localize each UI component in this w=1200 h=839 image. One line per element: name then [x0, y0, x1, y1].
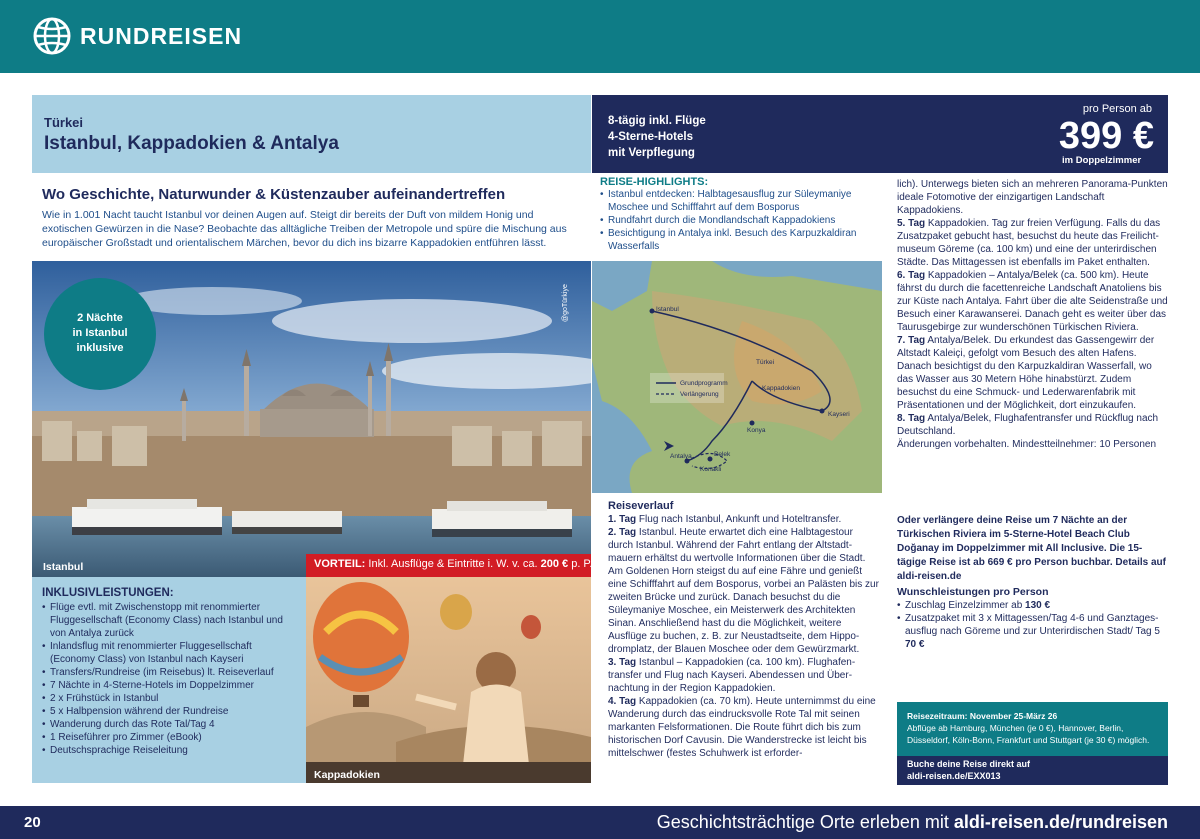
intro-heading: Wo Geschichte, Naturwunder & Küstenzauber aufeinandertreffen — [42, 186, 506, 203]
extra-text: Zuschlag Einzelzimmer ab — [905, 600, 1026, 611]
page-number: 20 — [24, 814, 41, 831]
highlights-list — [600, 188, 882, 253]
day-label: 3. Tag — [608, 657, 637, 668]
list-item: • Inlandsflug mit renommierter Fluggesellschaft (Economy Class) von Istanbul nach Kayseri — [42, 640, 296, 666]
itinerary-heading: Reiseverlauf — [608, 500, 674, 512]
fact-meals: mit Verpflegung — [608, 147, 695, 159]
extras-list — [897, 599, 1169, 651]
extra-price: 130 € — [1025, 600, 1051, 611]
itinerary-intro: lich). Unterwegs bieten sich an mehreren Panorama-Punkten ideale Fotomotive der einzigartigen Landschaft Kappadokiens. — [897, 179, 1168, 216]
caption-kappadokien: Kappadokien — [314, 769, 380, 781]
day-label: 1. Tag — [608, 514, 637, 525]
map-place: Kayseri — [828, 411, 850, 418]
inclusive-box — [32, 577, 306, 783]
departures: Abflüge ab Hamburg, München (je 0 €), Hannover, Berlin, Düsseldorf, Köln-Bonn, Frankfurt und Stuttgart (je 30 €) möglich. — [907, 723, 1150, 745]
day-text: Flug nach Istanbul, Ankunft und Hoteltransfer. — [636, 514, 842, 525]
optional-extras — [897, 586, 1169, 651]
list-item: • 2 x Frühstück in Istanbul — [42, 692, 296, 705]
day-label: 6. Tag — [897, 270, 926, 281]
brand-title: RUNDREISEN — [80, 22, 243, 49]
page-title: Istanbul, Kappadokien & Antalya — [44, 133, 339, 154]
itinerary-day — [608, 695, 880, 760]
footer-bar — [0, 806, 1200, 839]
day-label: 8. Tag — [897, 413, 926, 424]
brand — [32, 16, 242, 56]
vorteil-label: VORTEIL: — [314, 558, 366, 570]
booking-box — [897, 756, 1168, 785]
day-label: 7. Tag — [897, 335, 926, 346]
list-item: • Besichtigung in Antalya inkl. Besuch des Karpuzkaldiran Wasserfalls — [600, 227, 882, 253]
badge-line-2: in Istanbul — [72, 327, 128, 339]
list-item: • 5 x Halbpension während der Rundreise — [42, 705, 296, 718]
map-place: Antalya — [670, 453, 692, 460]
day-text: Antalya/Belek, Flughafentransfer und Rückflug nach Deutschland. — [897, 413, 1159, 437]
vorteil-amount: 200 € — [540, 558, 569, 570]
header-bar — [0, 0, 1200, 73]
itinerary-day — [608, 656, 880, 695]
itinerary-day — [897, 217, 1169, 269]
highlights — [600, 176, 882, 253]
kappadokien-photo — [306, 577, 591, 783]
travel-period — [907, 710, 1158, 722]
list-item: • Flüge evtl. mit Zwischenstopp mit renommierter Fluggesellschaft (Economy Class) nach Istanbul und von Antalya zurück — [42, 601, 296, 640]
title-box — [32, 95, 591, 173]
list-item: • 1 Reiseführer pro Zimmer (eBook) — [42, 731, 296, 744]
itinerary-day — [897, 412, 1169, 438]
inclusive-heading: INKLUSIVLEISTUNGEN: — [42, 587, 174, 599]
fact-duration: 8-tägig inkl. Flüge — [608, 115, 706, 127]
booking-cta: Buche deine Reise direkt auf — [907, 759, 1031, 769]
list-item: • Deutschsprachige Reiseleitung — [42, 744, 296, 757]
day-text: Kappadokien (ca. 70 km). Heute unternimmst du eine Wanderung durch das eindrucksvolle Rote Tal mit seinen markanten Felsformationen. Die Route führt dich bis zum historischen Dorf Cavusin. Die Wanderstrecke ist leicht bis mittelschwer (festes Schuhwerk ist erforder- — [608, 696, 876, 759]
extra-text: Zusatzpaket mit 3 x Mittagessen/Tag 4-6 und Ganztagesausflug nach Göreme und zur Unterirdischen Stadt/ Tag 5 — [905, 613, 1160, 637]
travel-period-label: Reisezeitraum: November 25-März 26 — [907, 711, 1058, 721]
map-place: Konya — [747, 427, 766, 434]
itinerary-day — [608, 513, 880, 526]
highlights-heading: REISE-HIGHLIGHTS: — [600, 176, 709, 188]
day-text: Istanbul – Kappadokien (ca. 100 km). Flughafentransfer und Flug nach Kayseri. Abendessen und Übernachtung in der Region Kappadokien. — [608, 657, 856, 694]
day-label: 4. Tag — [608, 696, 637, 707]
footer-tagline — [657, 812, 1168, 833]
list-item — [897, 599, 1169, 612]
country-label: Türkei — [44, 115, 84, 130]
inclusive-list — [42, 601, 296, 757]
day-text: Antalya/Belek. Du erkundest das Gassengewirr der Altstadt Kaleiçi, gefolgt vom Besuch des alten Hafens. Danach besichtigst du den Karpuzkaldiran Wasserfall, wo das Wasser aus 30 Metern Höhe hinabstürzt. Zudem besuchst du eine Schmuck- und Lederwarenfabrik mit Präsentationen und der Möglichkeit, dort einzukaufen. — [897, 335, 1155, 411]
badge-line-1: 2 Nächte — [77, 312, 123, 324]
booking-link[interactable]: aldi-reisen.de/EXX013 — [907, 771, 1001, 781]
nights-badge — [44, 278, 156, 390]
vorteil-suffix: p. P. — [568, 558, 593, 570]
price-prefix: pro Person ab — [1082, 103, 1152, 115]
globe-icon — [32, 16, 72, 56]
day-text: Kappadokien – Antalya/Belek (ca. 500 km). Heute fährst du durch die facettenreiche Landschaft Anatoliens bis zur Küste nach Antalya. Fahrt über die alte Seidenstraße und Besuch einer Karawanserei. Danach geht es weiter über das Taurusgebirge zur wunderschönen Türkischen Riviera. — [897, 270, 1168, 333]
legend-main: Grundprogramm — [680, 380, 728, 387]
itinerary-note: Änderungen vorbehalten. Mindestteilnehmer: 10 Personen — [897, 439, 1157, 450]
itinerary-day — [897, 269, 1169, 334]
itinerary-day — [897, 334, 1169, 412]
trip-facts — [608, 113, 706, 161]
extras-heading: Wunschleistungen pro Person — [897, 586, 1049, 598]
fact-box — [592, 95, 1168, 173]
map-place: Türkei — [756, 359, 775, 366]
day-label: 5. Tag — [897, 218, 926, 229]
map-place: Belek — [714, 451, 731, 458]
list-item: • Rundfahrt durch die Mondlandschaft Kappadokiens — [600, 214, 882, 227]
vorteil-text: Inkl. Ausflüge & Eintritte i. W. v. ca. — [365, 558, 541, 570]
day-label: 2. Tag — [608, 527, 637, 538]
day-text: Kappadokien. Tag zur freien Verfügung. Falls du das Zusatzpaket gebucht hast, besuchst du heute das Freilichtmuseum Göreme (ca. 100 km) und eine der unterirdischen Städte. Das Mittagessen ist ebenfalls im Paket enthalten. — [897, 218, 1161, 268]
list-item: • Wanderung durch das Rote Tal/Tag 4 — [42, 718, 296, 731]
list-item: • 7 Nächte in 4-Sterne-Hotels im Doppelzimmer — [42, 679, 296, 692]
tagline-text: Geschichtsträchtige Orte erleben mit — [656, 812, 954, 832]
itinerary-day — [608, 526, 880, 656]
extension-promo: Oder verlängere deine Reise um 7 Nächte an der Türkischen Riviera im 5-Sterne-Hotel Beach Club Doğanay im Doppelzimmer mit All Inclusive. Die 15-tägige Reise ist ab 669 € pro Person buchbar. Details auf aldi-reisen.de — [897, 515, 1166, 582]
map-place: Konakli — [700, 466, 722, 473]
list-item: • Transfers/Rundreise (im Reisebus) lt. Reiseverlauf — [42, 666, 296, 679]
caption-istanbul: Istanbul — [43, 561, 84, 573]
photo-credit: @goTürkiye — [562, 284, 569, 322]
list-item — [897, 612, 1169, 651]
route-map — [592, 261, 882, 493]
tagline-link[interactable]: aldi-reisen.de/rundreisen — [953, 812, 1168, 832]
itinerary — [608, 500, 880, 760]
intro-text: Wie in 1.001 Nacht taucht Istanbul vor deinen Augen auf. Steigt dir bereits der Duft von mildem Honig und exotischen Gewürzen in die Nase? Beobachte das alltägliche Treiben der Metropole und spüre die Mischung aus europäischer Großstadt und orientalischem Märchen, bevor du dich ins bizarre Kappadokien entführen lässt. — [42, 209, 567, 249]
itinerary-continued — [897, 178, 1169, 451]
badge-line-3: inklusive — [76, 342, 124, 354]
fact-hotels: 4-Sterne-Hotels — [608, 131, 693, 143]
legend-extension: Verlängerung — [680, 391, 719, 398]
list-item: • Istanbul entdecken: Halbtagesausflug zur Süleymaniye Moschee und Schifffahrt auf dem Bosporus — [600, 188, 882, 214]
price-suffix: im Doppelzimmer — [1062, 155, 1142, 166]
map-place: Istanbul — [656, 306, 679, 313]
day-text: Istanbul. Heute erwartet dich eine Halbtagestour durch Istanbul. Während der Fahrt entlang der Altstadtmauern erhältst du wertvolle Informationen über die Stadt. Am Goldenen Horn steigst du auf eine Fähre und genießt eine Schifffahrt auf dem Bosporus, vorbei an Palästen bis zur zweiten Brücke und zurück. Danach besuchst du die Süleymaniye Moschee, ein Meisterwerk des Architekten Sinan. Anschließend hast du die Möglichkeit, weitere Ausflüge zu buchen, z. B. zur Neustadtseite, dem Hippodromplatz, der Blauen Moschee oder dem Gewürzmarkt. — [608, 527, 879, 655]
vorteil-banner — [306, 554, 591, 577]
extra-price: 70 € — [905, 639, 925, 650]
travel-period-box — [897, 702, 1168, 756]
price-value: 399 € — [1058, 115, 1154, 157]
map-place: Kappadokien — [762, 385, 800, 392]
